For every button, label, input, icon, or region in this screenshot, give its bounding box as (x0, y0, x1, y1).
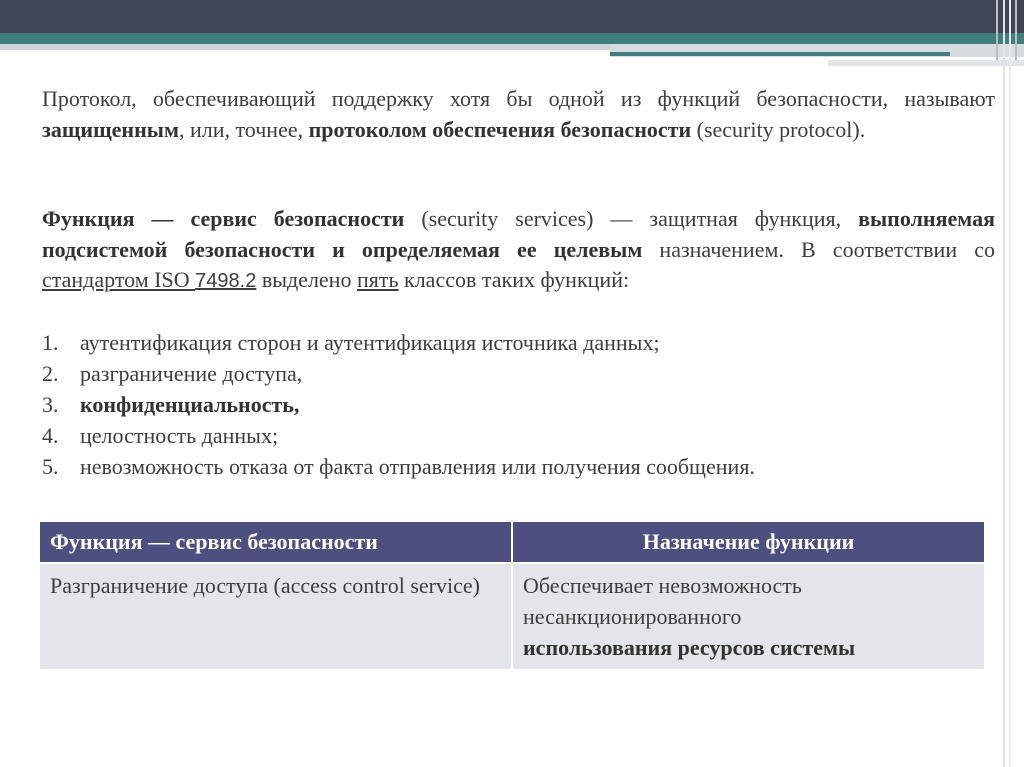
list-item (42, 451, 995, 482)
header-band-light (0, 44, 610, 50)
link-standard-iso[interactable]: стандартом ISO (42, 267, 190, 292)
table-cell-function: Разграничение доступа (access control service) (39, 563, 512, 670)
list-number: 1. (42, 330, 59, 355)
table-header-function: Функция — сервис безопасности (39, 521, 512, 563)
cell-text-bold: использования ресурсов системы (523, 635, 856, 660)
list-item (42, 420, 995, 451)
list-item (42, 358, 995, 389)
text-span: (security protocol). (691, 116, 866, 142)
list-item-text: аутентификация сторон и аутентификация источника данных; (80, 330, 660, 355)
term-secure: защищенным (42, 116, 179, 142)
list-item (42, 389, 995, 420)
list-number: 3. (42, 392, 59, 417)
text-span: (security services) — защитная функция, (404, 206, 859, 231)
table-row (39, 563, 985, 670)
decor-vertical-line (1009, 0, 1011, 767)
text-span: , или, точнее, (178, 116, 309, 142)
list-number: 5. (42, 454, 59, 479)
list-number: 2. (42, 361, 59, 386)
table-cell-purpose (512, 563, 985, 670)
list-number: 4. (42, 423, 59, 448)
text-span: выделено (256, 267, 357, 292)
decor-vertical-line (1015, 0, 1017, 60)
decor-vertical-line (996, 0, 998, 60)
text-span: назначением. В соответствии со (642, 236, 995, 262)
header-band-light-short (828, 60, 1024, 66)
text-bold-span: выполняемая подсистемой безопасности и определяемая ее целевым (42, 206, 995, 262)
header-band-dark (0, 0, 1024, 33)
list-item-text: разграничение доступа, (80, 361, 303, 386)
header-band-teal-right (610, 52, 950, 56)
term-security-protocol: протоколом обеспечения безопасности (308, 116, 692, 142)
security-services-table (38, 520, 986, 671)
paragraph-protocol-definition (42, 84, 995, 145)
paragraph-security-services (42, 204, 995, 297)
table-header-purpose: Назначение функции (512, 521, 985, 563)
standard-number[interactable]: 7498.2 (195, 270, 257, 292)
security-functions-list (42, 327, 995, 482)
table-header-row (39, 521, 985, 563)
link-five[interactable]: пять (356, 267, 399, 292)
text-span: классов таких функций: (398, 267, 630, 292)
list-item-text: невозможность отказа от факта отправления или получения сообщения. (80, 454, 755, 479)
cell-text: Обеспечивает невозможность несанкционированного (523, 573, 802, 629)
list-item (42, 327, 995, 358)
list-item-text: конфиденциальность, (80, 392, 300, 417)
list-item-text: целостность данных; (80, 423, 279, 448)
term-security-service: Функция — сервис безопасности (42, 206, 405, 231)
header-band-teal (0, 33, 1024, 44)
text-span: Протокол, обеспечивающий поддержку хотя бы одной из функций безопасности, называют (42, 86, 995, 111)
decor-vertical-line (1003, 0, 1005, 767)
